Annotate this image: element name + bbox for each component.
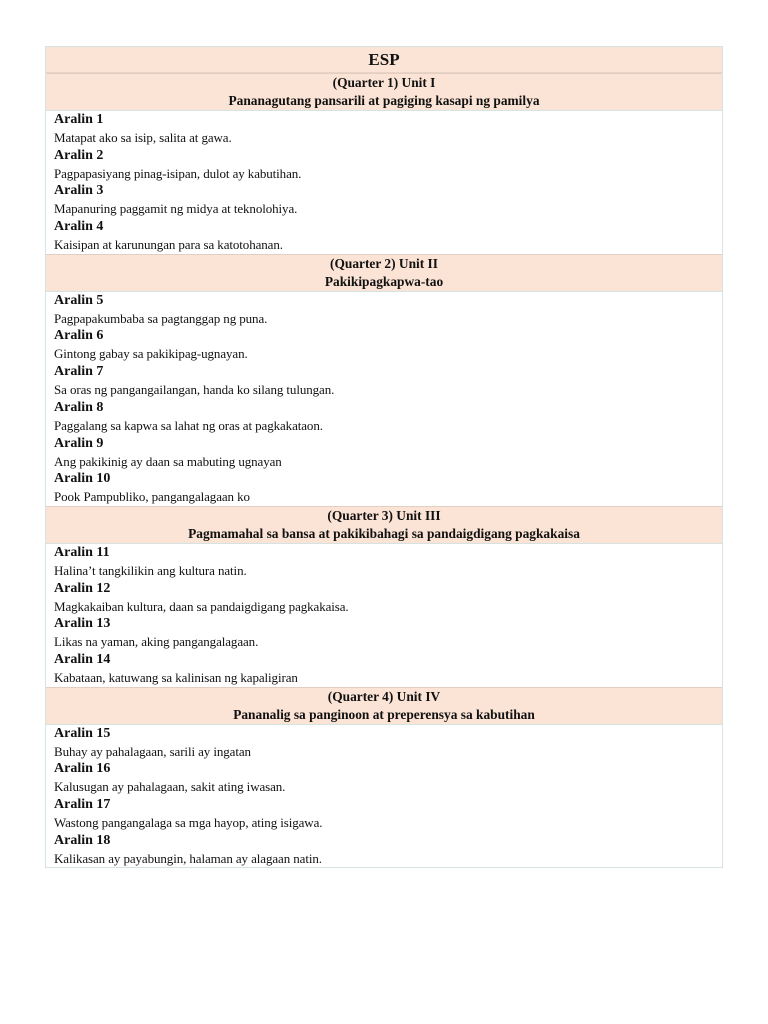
lesson-number: Aralin 9 (54, 435, 104, 451)
lesson-title: Halina’t tangkilikin ang kultura natin. (54, 562, 247, 578)
lesson-title: Mapanuring paggamit ng midya at teknolohiya. (54, 201, 298, 217)
lesson-number: Aralin 16 (54, 761, 111, 777)
lesson-number: Aralin 18 (54, 832, 111, 848)
lesson-number: Aralin 3 (54, 183, 104, 199)
curriculum-table (45, 46, 723, 868)
lesson-title: Likas na yaman, aking pangangalagaan. (54, 634, 259, 650)
lesson-title: Ang pakikinig ay daan sa mabuting ugnayan (54, 453, 282, 469)
lesson-number: Aralin 10 (54, 471, 111, 487)
lesson-list (46, 292, 722, 506)
lesson-title: Magkakaiban kultura, daan sa pandaigdigang pagkakaisa. (54, 598, 349, 614)
lesson-number: Aralin 4 (54, 219, 104, 235)
unit-header (46, 73, 722, 111)
lesson-title: Wastong pangangalaga sa mga hayop, ating isigawa. (54, 815, 323, 830)
unit-quarter-label: (Quarter 1) Unit I (332, 75, 436, 90)
unit-name: Pakikipagkapwa-tao (324, 273, 444, 289)
lesson-number: Aralin 11 (54, 544, 110, 560)
unit-name: Pagmamahal sa bansa at pakikibahagi sa pandaigdigang pagkakaisa (188, 525, 580, 541)
lesson-title: Matapat ako sa isip, salita at gawa. (54, 130, 232, 145)
lesson-list (46, 111, 722, 254)
lesson-number: Aralin 15 (54, 725, 111, 741)
lesson-number: Aralin 17 (54, 797, 111, 812)
lesson-number: Aralin 14 (54, 651, 111, 667)
lesson-number: Aralin 13 (54, 616, 111, 632)
table-title: ESP (46, 47, 722, 73)
lesson-number: Aralin 1 (54, 112, 104, 127)
unit-quarter-label: (Quarter 3) Unit III (327, 507, 441, 523)
lesson-title: Kalikasan ay payabungin, halaman ay alagaan natin. (54, 850, 322, 866)
lesson-title: Pook Pampubliko, pangangalagaan ko (54, 489, 250, 505)
lesson-title: Pagpapakumbaba sa pagtanggap ng puna. (54, 310, 268, 326)
lesson-title: Sa oras ng pangangailangan, handa ko silang tulungan. (54, 382, 335, 398)
lesson-title: Gintong gabay sa pakikipag-ugnayan. (54, 346, 248, 362)
lesson-title: Buhay ay pahalagaan, sarili ay ingatan (54, 743, 251, 759)
lesson-number: Aralin 8 (54, 399, 104, 415)
lesson-number: Aralin 6 (54, 328, 104, 344)
unit-header (46, 687, 722, 725)
lesson-number: Aralin 2 (54, 147, 104, 163)
lesson-title: Pagpapasiyang pinag-isipan, dulot ay kabutihan. (54, 165, 302, 181)
unit-header (46, 506, 722, 544)
lesson-title: Kabataan, katuwang sa kalinisan ng kapaligiran (54, 669, 298, 685)
lesson-list (46, 544, 722, 687)
lesson-title: Kalusugan ay pahalagaan, sakit ating iwasan. (54, 779, 286, 795)
unit-quarter-label: (Quarter 4) Unit IV (327, 688, 441, 704)
lesson-number: Aralin 12 (54, 580, 111, 596)
lesson-list (46, 725, 722, 868)
unit-quarter-label: (Quarter 2) Unit II (330, 255, 438, 271)
unit-name: Pananagutang pansarili at pagiging kasapi ng pamilya (228, 93, 540, 108)
units-container (46, 73, 722, 867)
unit-name: Pananalig sa panginoon at preperensya sa kabutihan (233, 706, 535, 722)
lesson-title: Paggalang sa kapwa sa lahat ng oras at pagkakataon. (54, 417, 323, 433)
lesson-title: Kaisipan at karunungan para sa katotohanan. (54, 237, 283, 253)
lesson-number: Aralin 5 (54, 292, 104, 308)
unit-header (46, 254, 722, 292)
lesson-number: Aralin 7 (54, 364, 104, 380)
